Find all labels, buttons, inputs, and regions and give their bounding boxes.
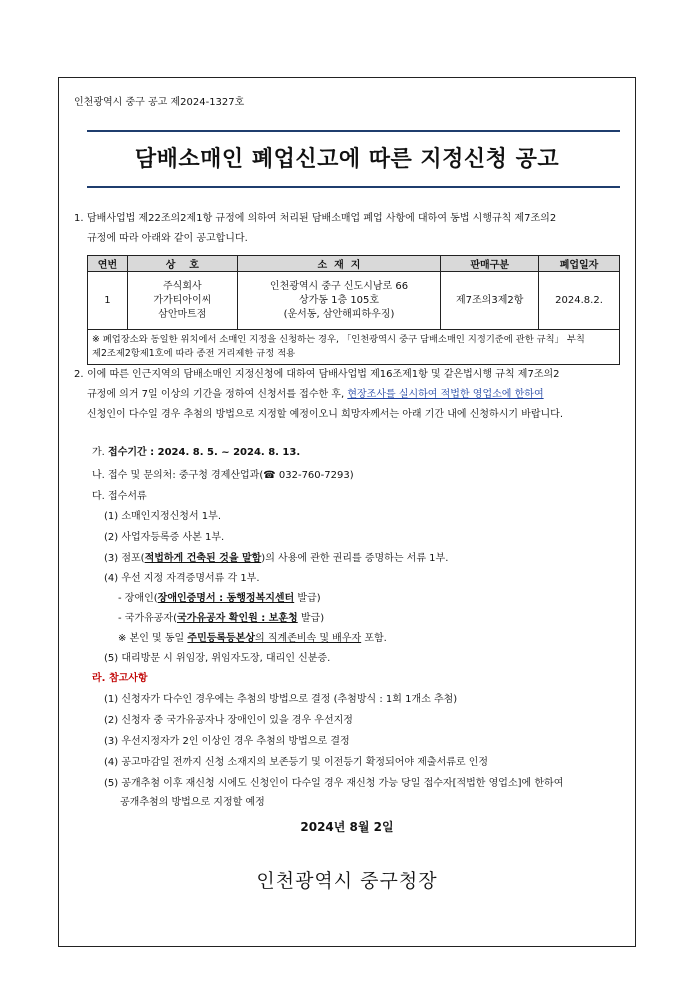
ref-item-2: (2) 신청자 중 국가유공자나 장애인이 있을 경우 우선지정 [104,715,353,726]
col-header-date: 폐업일자 [539,256,620,272]
para2-line2-text: 규정에 의거 7일 이상의 기간을 정하여 신청서를 접수한 후, [87,389,348,400]
doc-sub-emphasis: 국가유공자 확인원 : 보훈청 [177,613,298,624]
cell-category: 제7조의3제2항 [441,272,539,330]
doc-sub-part: - 국가유공자( [118,613,177,624]
cell-address-line: 인천광역시 중구 신도시남로 66 [269,280,409,292]
table-header-row [88,256,620,272]
ref-item-5-line1: (5) 공개추첨 이후 재신청 시에도 신청인이 다수일 경우 재신청 가능 당일 접수자[적법한 영업소]에 한하여 [104,778,564,789]
document-title: 담배소매인 폐업신고에 따른 지정신청 공고 [134,147,560,172]
para2-text [87,365,563,425]
para1-number: 1. [74,213,84,224]
doc-note-part: 포함. [361,633,387,644]
title-bottom-rule [87,186,620,188]
cell-name-line: 삼안마트점 [158,308,207,320]
table-row [88,272,620,330]
col-header-no: 연번 [88,256,128,272]
title-top-rule [87,130,620,132]
item-ga-period: 접수기간 : 2024. 8. 5. ~ 2024. 8. 13. [108,447,301,458]
table-note [88,330,620,365]
para2-line1: 이에 따른 인근지역의 담배소매인 지정신청에 대하여 담배사업법 제16조제1항 및 같은법시행 규칙 제7조의2 [87,369,560,380]
para1-line1: 담배사업법 제22조의2제1항 규정에 의하여 처리된 담배소매업 폐업 사항에 대하여 동법 시행규칙 제7조의2 [87,213,557,224]
cell-name [127,272,237,330]
ref-item-3: (3) 우선지정자가 2인 이상인 경우 추첨의 방법으로 결정 [104,736,350,747]
doc-sub-part: 발급) [297,613,325,624]
doc-item-4-disabled [118,592,321,606]
doc-note-emphasis: 주민등록등본상 [187,633,256,644]
doc-item-4-note [118,632,387,646]
doc-item-3-part: (3) 점포( [104,553,145,564]
doc-item-3 [104,552,448,566]
cell-no: 1 [88,272,128,330]
doc-item-3-emphasis: 적법하게 건축된 것을 말함 [144,553,262,564]
para2-line2 [87,385,563,405]
cell-date: 2024.8.2. [539,272,620,330]
ref-item-4: (4) 공고마감일 전까지 신청 소재지의 보존등기 및 이전등기 확정되어야 제출서류로 인정 [104,757,489,768]
doc-item-4: (4) 우선 지정 자격증명서류 각 1부. [104,573,260,584]
para2-highlight-link: 현장조사를 실시하여 적법한 영업소에 한하여 [347,389,544,400]
para1-text [87,209,556,249]
item-da: 다. 접수서류 [92,491,147,502]
doc-item-4-veteran [118,612,324,626]
ref-item-5-line2: 공개추첨의 방법으로 지정할 예정 [120,797,265,808]
cell-name-line: 가가티아이씨 [153,294,212,306]
col-header-address: 소 재 지 [237,256,441,272]
table-note-row [88,330,620,365]
doc-item-2: (2) 사업자등록증 사본 1부. [104,532,225,543]
doc-item-5: (5) 대리방문 시 위임장, 위임자도장, 대리인 신분증. [104,653,331,664]
notice-number: 인천광역시 중구 공고 제2024-1327호 [74,97,245,108]
cell-address [237,272,441,330]
col-header-category: 판매구분 [441,256,539,272]
notice-date: 2024년 8월 2일 [300,820,394,834]
closure-table [87,255,620,365]
cell-address-line: (운서동, 삼안해피하우징) [283,308,395,320]
doc-sub-part: 발급) [294,593,321,604]
doc-sub-emphasis: 장애인증명서 : 동행정복지센터 [157,593,295,604]
para2-line3: 신청인이 다수일 경우 추첨의 방법으로 지정할 예정이오니 희망자께서는 아래 기간 내에 신청하시기 바랍니다. [87,409,564,420]
table-note-line1: ※ 폐업장소와 동일한 위치에서 소매인 지정을 신청하는 경우, 「인천광역시 중구 담배소매인 지정기준에 관한 규칙」 부칙 [92,334,585,345]
col-header-name: 상 호 [127,256,237,272]
cell-address-line: 상가동 1층 105호 [298,294,380,306]
doc-item-3-part: )의 사용에 관한 권리를 증명하는 서류 1부. [261,553,449,564]
cell-name-line: 주식회사 [163,280,202,292]
table-note-line2: 제2조제2항제1호에 따라 종전 거리제한 규정 적용 [92,348,296,359]
ref-item-1: (1) 신청자가 다수인 경우에는 추첨의 방법으로 결정 (추첨방식 : 1회 1개소 추첨) [104,694,458,705]
para1-line2: 규정에 따라 아래와 같이 공고합니다. [87,233,248,244]
item-ga-prefix: 가. [92,447,109,458]
item-na: 나. 접수 및 문의처: 중구청 경제산업과(☎ 032-760-7293) [92,470,354,481]
issuer-name: 인천광역시 중구청장 [256,870,438,892]
item-ra-heading: 라. 참고사항 [92,673,148,684]
para2-number: 2. [74,369,84,380]
doc-sub-part: - 장애인( [118,593,158,604]
item-ga [92,446,300,460]
doc-note-part: ※ 본인 및 동일 [118,633,188,644]
doc-item-1: (1) 소매인지정신청서 1부. [104,511,222,522]
doc-note-underline: 의 직계존비속 및 배우자 [255,633,362,644]
